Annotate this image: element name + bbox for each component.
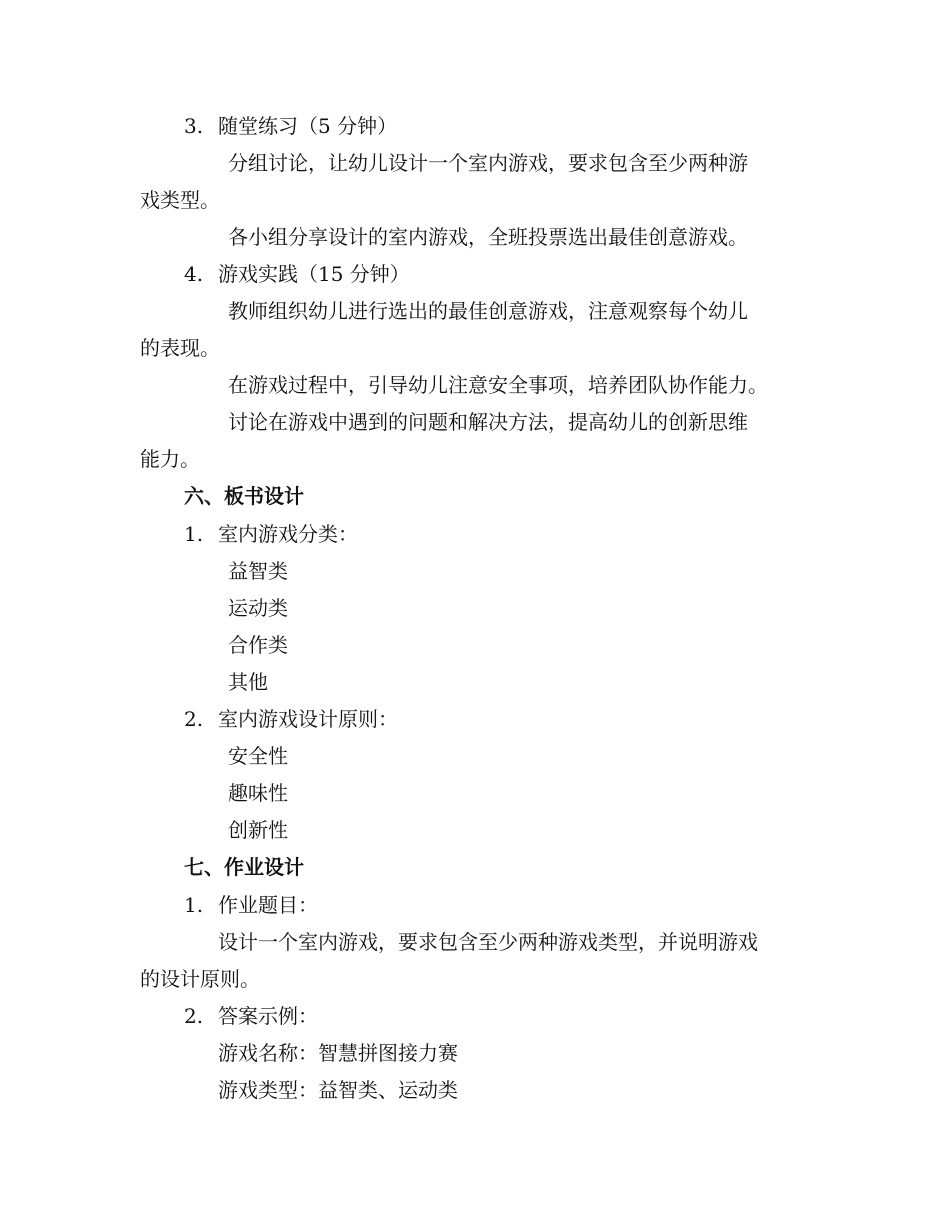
list-number: 1. (184, 522, 204, 546)
paragraph-line: 的设计原则。 (140, 967, 260, 991)
item-title: 室内游戏设计原则： (218, 707, 398, 731)
list-item-2 (184, 1002, 318, 1030)
list-number: 3. (184, 114, 204, 138)
list-number: 1. (184, 893, 204, 917)
list-item-1 (184, 891, 318, 919)
item-title: 答案示例： (218, 1004, 318, 1028)
list-entry: 趣味性 (228, 781, 288, 805)
paragraph-line: 的表现。 (140, 336, 220, 360)
paragraph-line: 讨论在游戏中遇到的问题和解决方法，提高幼儿的创新思维 (228, 410, 748, 434)
paragraph-line: 教师组织幼儿进行选出的最佳创意游戏，注意观察每个幼儿 (228, 299, 748, 323)
item-title: 作业题目： (218, 893, 318, 917)
list-entry: 创新性 (228, 818, 288, 842)
paragraph-line: 设计一个室内游戏，要求包含至少两种游戏类型，并说明游戏 (218, 930, 758, 954)
item-title: 随堂练习（5 分钟） (218, 114, 398, 138)
paragraph-line: 游戏类型：益智类、运动类 (218, 1078, 458, 1102)
paragraph-line: 能力。 (140, 447, 200, 471)
paragraph-line: 各小组分享设计的室内游戏，全班投票选出最佳创意游戏。 (228, 225, 748, 249)
section-heading: 七、作业设计 (184, 855, 304, 879)
item-title: 游戏实践（15 分钟） (218, 262, 410, 286)
list-item-4 (184, 260, 410, 288)
list-entry: 其他 (228, 670, 268, 694)
list-number: 2. (184, 1004, 204, 1028)
paragraph-line: 戏类型。 (140, 188, 220, 212)
paragraph-line: 在游戏过程中，引导幼儿注意安全事项，培养团队协作能力。 (228, 373, 768, 397)
list-entry: 合作类 (228, 633, 288, 657)
list-item-3 (184, 112, 397, 140)
list-item-1 (184, 520, 358, 548)
list-item-2 (184, 705, 398, 733)
list-entry: 益智类 (228, 559, 288, 583)
item-title: 室内游戏分类： (218, 522, 358, 546)
list-entry: 运动类 (228, 596, 288, 620)
paragraph-line: 游戏名称：智慧拼图接力赛 (218, 1041, 458, 1065)
list-entry: 安全性 (228, 744, 288, 768)
section-heading: 六、板书设计 (184, 484, 304, 508)
list-number: 2. (184, 707, 204, 731)
list-number: 4. (184, 262, 204, 286)
paragraph-line: 分组讨论，让幼儿设计一个室内游戏，要求包含至少两种游 (228, 151, 748, 175)
